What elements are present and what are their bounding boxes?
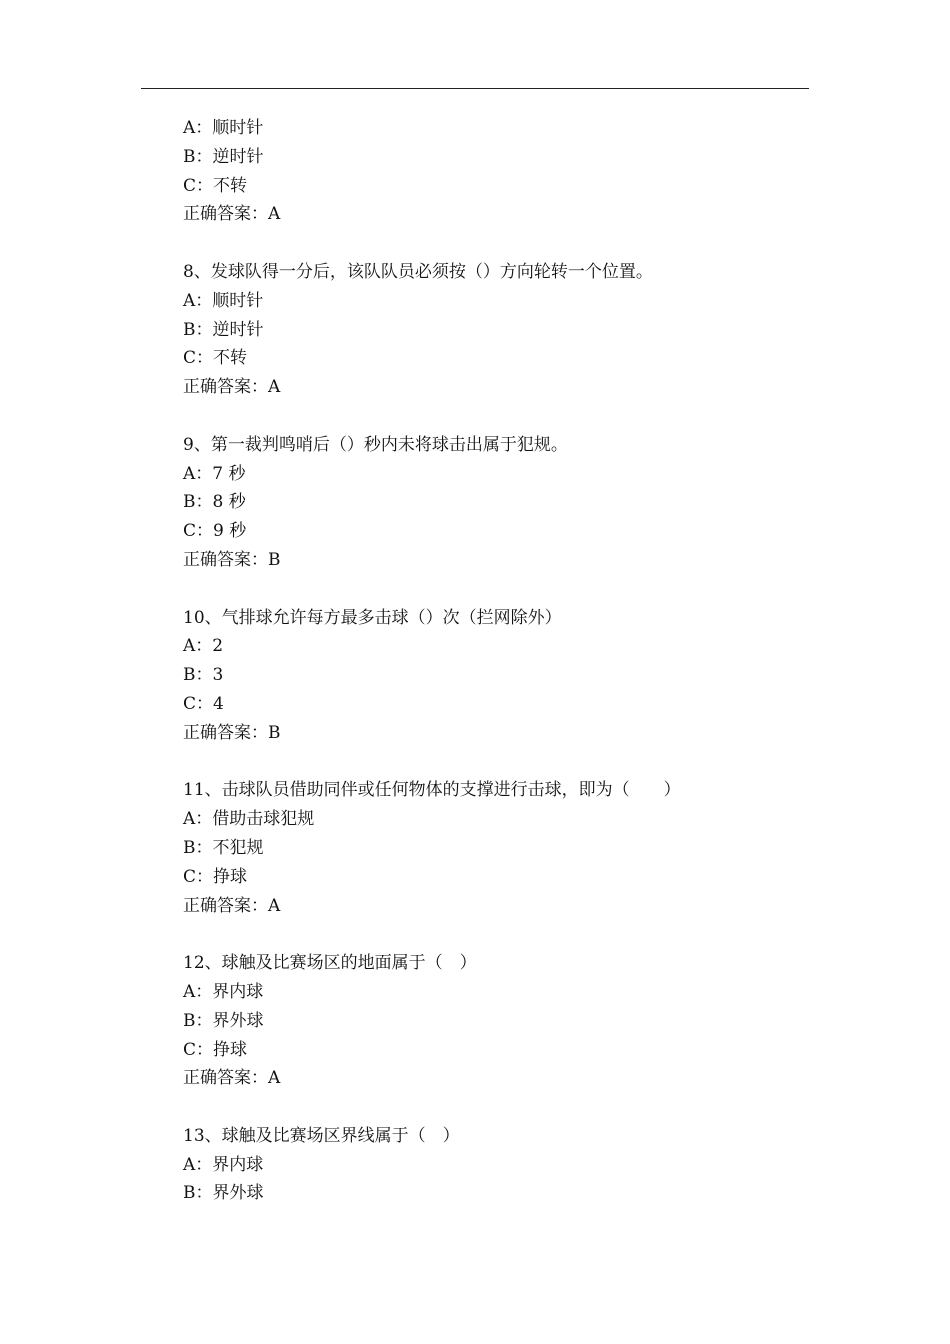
question-stem: 10、气排球允许每方最多击球（）次（拦网除外）	[183, 607, 562, 628]
option-a: A：2	[183, 636, 224, 657]
option-b: B：不犯规	[183, 837, 264, 858]
question-11	[183, 776, 803, 920]
option-b: B：界外球	[183, 1010, 264, 1031]
option-c: C：不转	[183, 348, 248, 369]
option-b: B：逆时针	[183, 146, 264, 167]
question-13	[183, 1122, 803, 1208]
option-a: A：顺时针	[183, 290, 264, 311]
option-a: A：借助击球犯规	[183, 809, 315, 830]
option-c: C：挣球	[183, 866, 248, 887]
question-continuation	[183, 114, 803, 229]
option-b: B：3	[183, 665, 224, 686]
option-c: C：不转	[183, 175, 248, 196]
option-a: A：界内球	[183, 981, 264, 1002]
correct-answer: 正确答案：A	[183, 1068, 281, 1089]
correct-answer: 正确答案：A	[183, 895, 281, 916]
question-10	[183, 604, 803, 748]
correct-answer: 正确答案：A	[183, 204, 281, 225]
correct-answer: 正确答案：A	[183, 377, 281, 398]
option-a: A：界内球	[183, 1154, 264, 1175]
option-c: C：9 秒	[183, 521, 247, 542]
header-rule	[141, 88, 809, 89]
question-list	[183, 114, 803, 1208]
option-b: B：8 秒	[183, 492, 246, 513]
question-stem: 11、击球队员借助同伴或任何物体的支撑进行击球，即为（ ）	[183, 780, 681, 801]
option-c: C：挣球	[183, 1039, 248, 1060]
option-a: A：7 秒	[183, 463, 246, 484]
correct-answer: 正确答案：B	[183, 549, 281, 570]
question-9	[183, 431, 803, 575]
option-b: B：界外球	[183, 1183, 264, 1204]
option-b: B：逆时针	[183, 319, 264, 340]
question-8	[183, 258, 803, 402]
question-stem: 12、球触及比赛场区的地面属于（ ）	[183, 953, 477, 974]
question-stem: 13、球触及比赛场区界线属于（ ）	[183, 1125, 460, 1146]
option-a: A：顺时针	[183, 118, 264, 138]
question-stem: 9、第一裁判鸣哨后（）秒内未将球击出属于犯规。	[183, 434, 568, 455]
option-c: C：4	[183, 693, 224, 714]
correct-answer: 正确答案：B	[183, 722, 281, 743]
question-12	[183, 949, 803, 1093]
question-stem: 8、发球队得一分后，该队队员必须按（）方向轮转一个位置。	[183, 261, 653, 282]
